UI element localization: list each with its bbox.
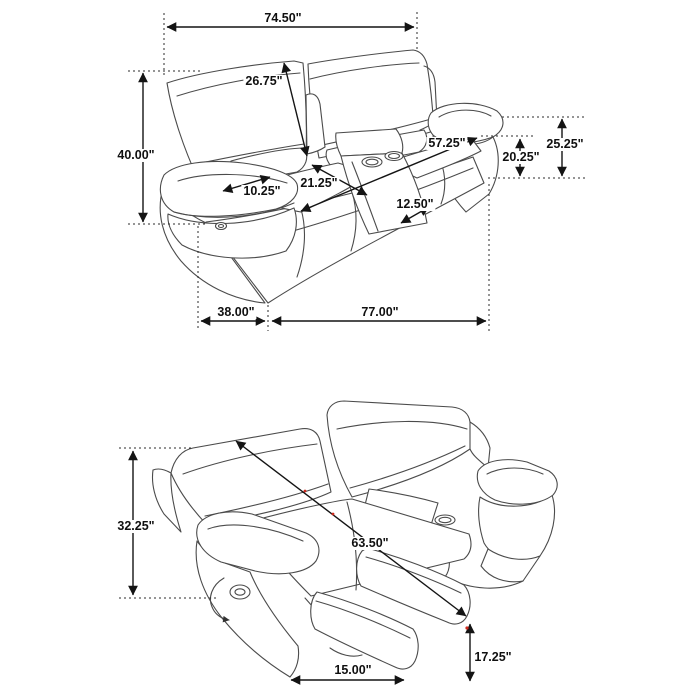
cupholder-icon [435,515,455,525]
dim-back-height-label: 26.75" [245,74,283,88]
red-mark [304,490,307,493]
dim-footrest-extension-label: 15.00" [334,663,372,677]
dim-overall-width-label: 77.00" [361,305,399,319]
dim-armrest-width-label: 10.25" [243,184,281,198]
cupholder-icon [362,157,382,167]
cupholder-icon [385,152,403,161]
dim-footrest-height-label: 17.25" [474,650,512,664]
power-button-icon [216,223,227,230]
recliner-handle-icon [230,585,250,599]
dim-reclined-height-label: 32.25" [117,519,155,533]
red-mark [465,626,468,629]
dim-arm-height-label: 25.25" [546,137,584,151]
dim-inner-width-label: 57.25" [428,136,466,150]
dim-back-width-label: 74.50" [264,11,302,25]
dim-overall-depth-label: 38.00" [217,305,255,319]
dim-reclined-length-label: 63.50" [351,536,389,550]
dim-base-height-label: 12.50" [396,197,434,211]
red-mark [332,513,335,516]
dim-overall-height-label: 40.00" [117,148,155,162]
dim-seat-to-arm-label: 20.25" [502,150,540,164]
dim-seat-depth-label: 21.25" [300,176,338,190]
